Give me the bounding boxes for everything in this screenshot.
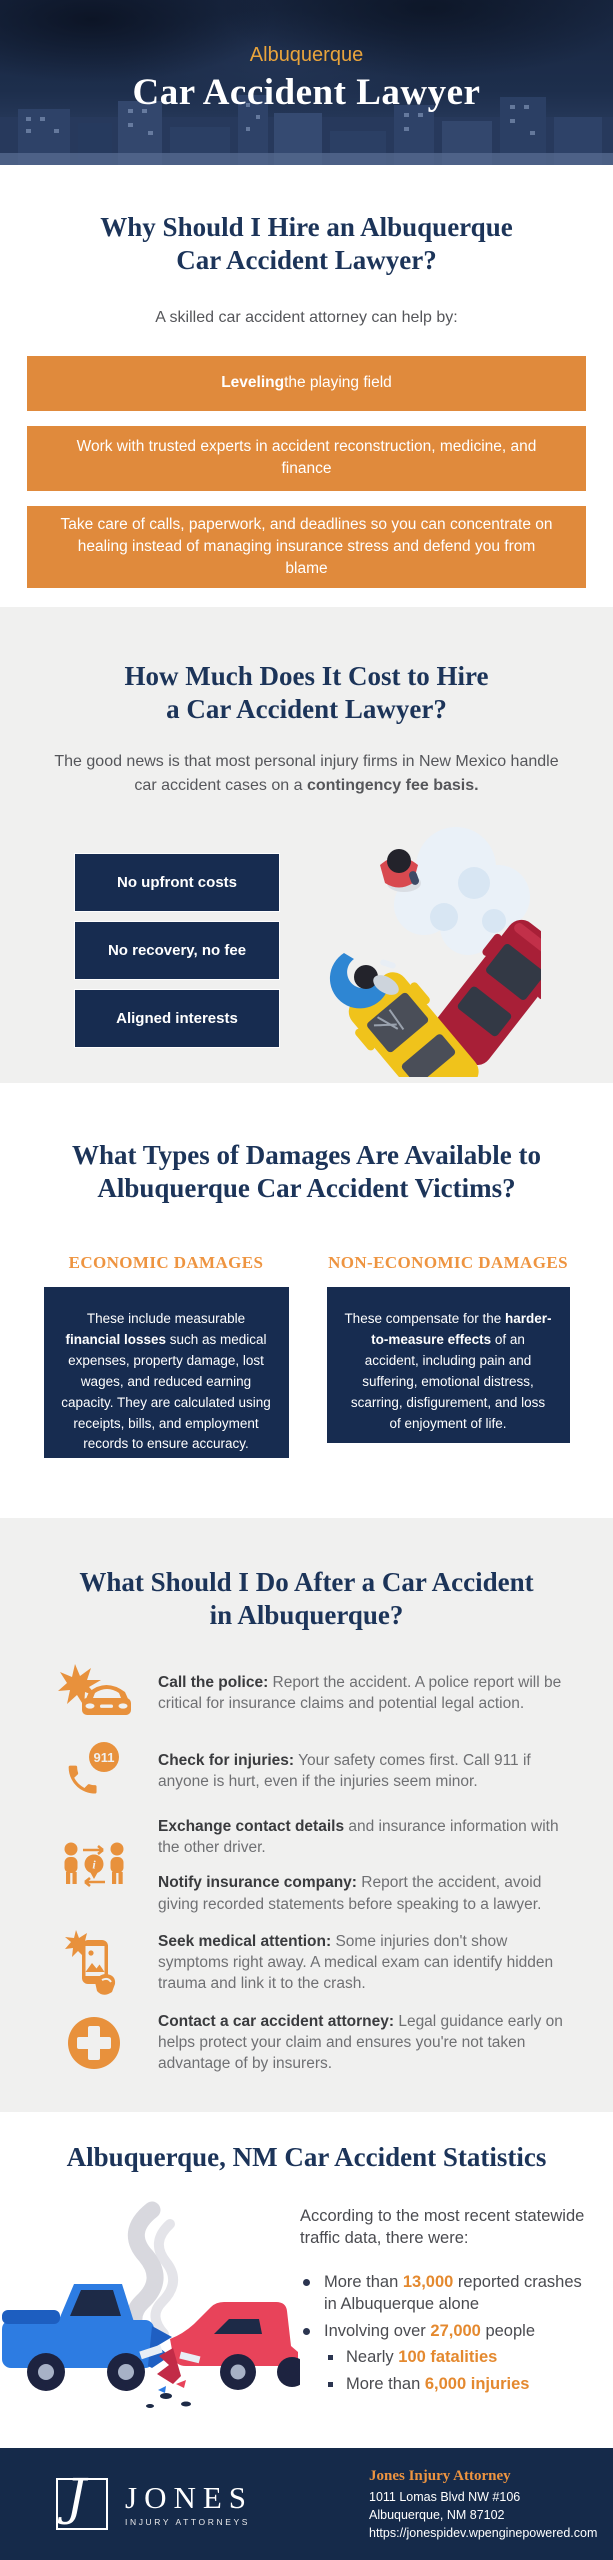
title-line: Why Should I Hire an Albuquerque <box>100 212 513 242</box>
step-paragraph: Call the police: Report the accident. A police report will be critical for insurance claims and potential legal action. <box>158 1673 562 1712</box>
section-statistics-title: Albuquerque, NM Car Accident Statistics <box>66 2142 547 2172</box>
step-paragraph: Notify insurance company: Report the accident, avoid giving recorded statements before speaking to a lawyer. <box>158 1874 542 1913</box>
benefit-bar: Leveling the playing field <box>27 356 586 411</box>
section-cost <box>0 607 613 1083</box>
step-text <box>158 1750 575 1792</box>
step-row <box>56 1660 575 1726</box>
step-paragraph: Exchange contact details and insurance information with the other driver. <box>158 1817 559 1857</box>
title-line: Albuquerque Car Accident Victims? <box>97 1173 516 1204</box>
cost-benefit-list <box>74 853 280 1048</box>
stat-sub-bullet: More than 6,000 injuries <box>300 2374 588 2396</box>
phone-911-icon <box>56 1739 132 1803</box>
non-economic-damages-column <box>327 1253 570 1458</box>
benefit-bar: Take care of calls, paperwork, and deadlines so you can concentrate on healing instead of managing insurance stress and defend you from blame <box>27 506 586 588</box>
section-cost-title <box>0 607 613 727</box>
statistics-body <box>0 2180 613 2423</box>
info-bubble-letter: i <box>92 1857 96 1872</box>
cost-benefit-box: No recovery, no fee <box>74 921 280 980</box>
benefit-bar: Work with trusted experts in accident reconstruction, medicine, and finance <box>27 426 586 491</box>
step-row <box>56 2011 575 2075</box>
benefit-bars <box>27 356 586 588</box>
overhead-crash-illustration <box>306 825 541 1077</box>
step-text <box>158 2011 575 2075</box>
section-statistics <box>0 2112 613 2448</box>
red-car <box>157 2302 300 2390</box>
why-intro-text: A skilled car accident attorney can help by: <box>155 308 458 326</box>
title-line: What Types of Damages Are Available to <box>72 1140 541 1170</box>
step-row <box>56 1816 575 1915</box>
step-row <box>56 1739 575 1803</box>
cost-benefit-box: Aligned interests <box>74 989 280 1048</box>
phone-photos-icon <box>56 1928 132 1998</box>
step-text <box>158 1816 575 1915</box>
statistics-bullets <box>300 2272 588 2396</box>
crash-illustration <box>0 2198 300 2423</box>
footer-address-line1: 1011 Lomas Blvd NW #106 <box>369 2489 521 2504</box>
economic-damages-heading: ECONOMIC DAMAGES <box>68 1252 264 1272</box>
cost-benefit-box: No upfront costs <box>74 853 280 912</box>
economic-damages-column <box>44 1253 289 1458</box>
stat-sub-bullet: Nearly 100 fatalities <box>300 2347 588 2369</box>
logo-text <box>125 2479 254 2527</box>
section-steps-title <box>0 1518 613 1633</box>
car-crash-icon <box>56 1660 132 1726</box>
exchange-contacts-icon <box>56 1832 132 1898</box>
section-damages <box>0 1083 613 1518</box>
footer-firm-name: Jones Injury Attorney <box>369 2467 511 2484</box>
logo-name: JONES <box>125 2479 254 2515</box>
footer-contact-info <box>369 2466 598 2542</box>
stat-bullet: More than 13,000 reported crashes in Albuquerque alone <box>300 2272 588 2316</box>
section-why-title <box>0 165 613 278</box>
section-steps <box>0 1518 613 2112</box>
step-text <box>158 1931 575 1995</box>
damages-columns <box>0 1253 613 1458</box>
section-damages-title <box>0 1083 613 1206</box>
step-paragraph: Check for injuries: Your safety comes first. Call 911 if anyone is hurt, even if the injuries seem minor. <box>158 1751 531 1790</box>
footer-address-line2: Albuquerque, NM 87102 <box>369 2507 505 2522</box>
page-title: Car Accident Lawyer <box>132 72 481 113</box>
badge-911: 911 <box>93 1749 115 1765</box>
steps-list <box>56 1660 575 2075</box>
footer-website-link[interactable]: https://jonespidev.wpenginepowered.com <box>369 2525 598 2540</box>
cost-body <box>74 825 613 1077</box>
title-line: Car Accident Lawyer? <box>176 245 437 276</box>
logo-initial: J <box>66 2468 87 2526</box>
non-economic-damages-box: These compensate for the harder-to-measure effects of an accident, including pain and suffering, emotional distress, scarring, disfigurement, and loss of enjoyment of life. <box>327 1287 570 1443</box>
hero-header <box>0 0 613 165</box>
firm-logo <box>56 2468 254 2530</box>
hero-city-label: Albuquerque <box>249 44 364 66</box>
logo-mark <box>56 2468 108 2530</box>
statistics-intro: According to the most recent statewide traffic data, there were: <box>300 2207 585 2248</box>
footer <box>0 2448 613 2560</box>
title-line: in Albuquerque? <box>209 1600 404 1631</box>
logo-subtitle: INJURY ATTORNEYS <box>125 2516 251 2527</box>
step-paragraph: Seek medical attention: Some injuries don't show symptoms right away. A medical exam can identify hidden trauma and link it to the crash. <box>158 1933 554 1993</box>
step-paragraph: Contact a car accident attorney: Legal guidance early on helps protect your claim and ensures you're not taken advantage of by insurers. <box>158 2012 563 2073</box>
title-line: How Much Does It Cost to Hire <box>124 661 489 691</box>
step-text <box>158 1672 575 1714</box>
economic-damages-box: These include measurable financial losses such as medical expenses, property damage, lost wages, and reduced earning capacity. They are calculated using receipts, bills, and employment records to ensure accuracy. <box>44 1287 289 1458</box>
title-line: What Should I Do After a Car Accident <box>79 1567 534 1597</box>
non-economic-damages-heading: NON-ECONOMIC DAMAGES <box>328 1252 568 1272</box>
stat-bullet: Involving over 27,000 people <box>300 2321 588 2343</box>
step-row <box>56 1928 575 1998</box>
cost-intro-text: The good news is that most personal injury firms in New Mexico handle car accident cases on a contingency fee basis. <box>54 752 559 794</box>
section-why-hire <box>0 165 613 607</box>
medical-cross-icon <box>56 2012 132 2074</box>
bystander-figure <box>380 849 421 892</box>
statistics-text <box>300 2180 588 2400</box>
title-line: a Car Accident Lawyer? <box>166 694 447 725</box>
